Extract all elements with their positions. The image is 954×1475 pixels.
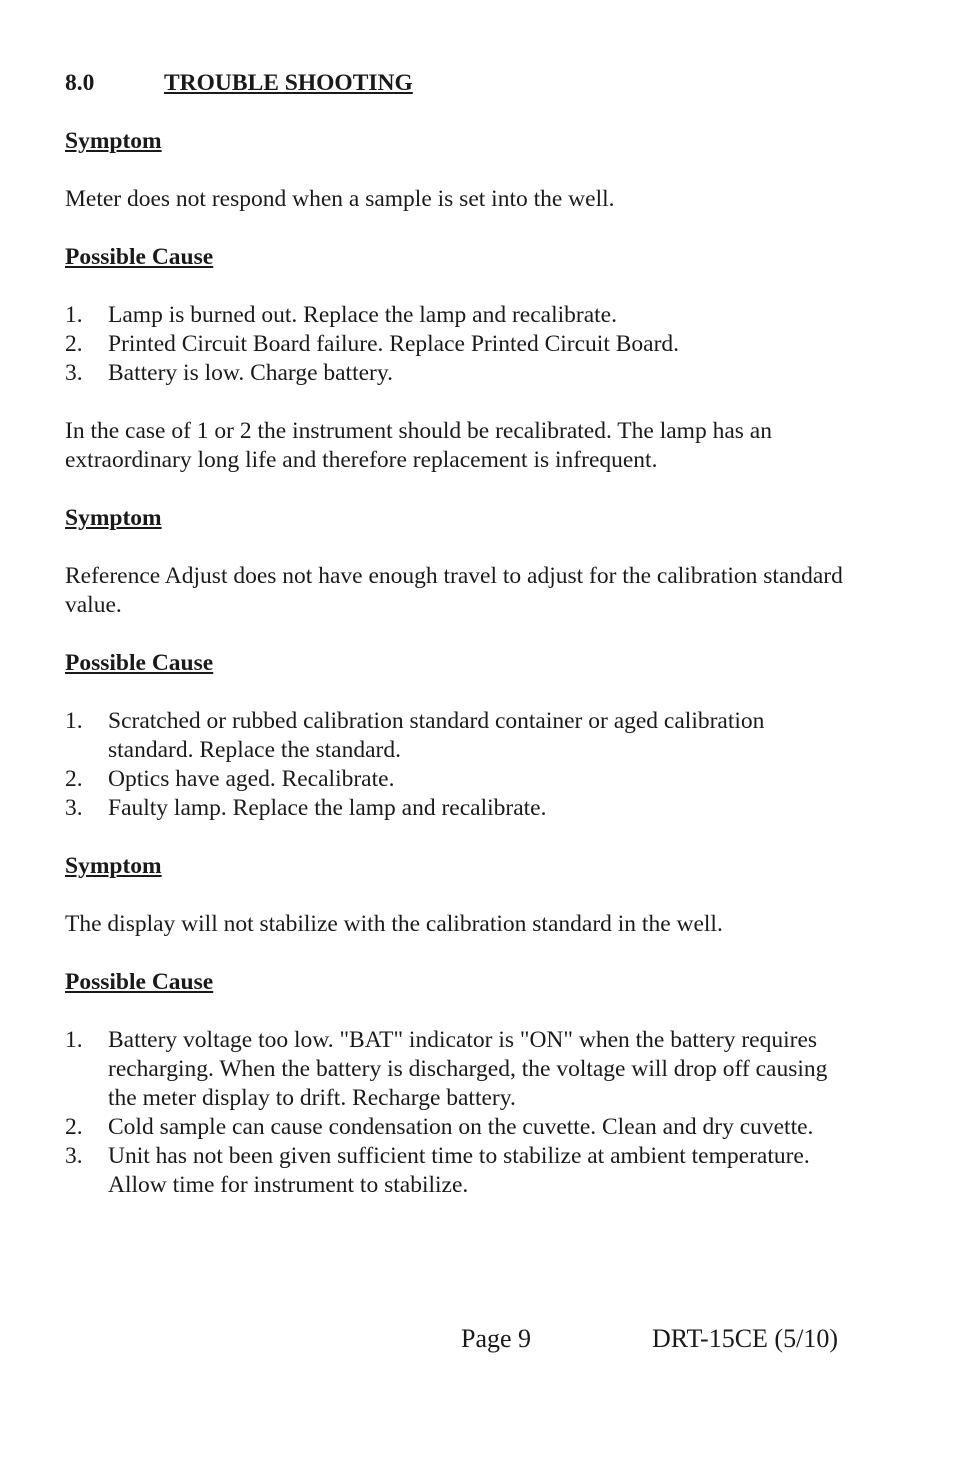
list-item-text: Cold sample can cause condensation on the cuvette. Clean and dry cuvette. — [108, 1114, 814, 1140]
list-item — [65, 330, 855, 359]
list-item — [65, 1142, 855, 1200]
cause-list — [65, 301, 855, 388]
section-heading — [65, 69, 855, 98]
cause-list — [65, 1026, 855, 1200]
list-item-text: Battery voltage too low. "BAT" indicator is "ON" when the battery requires recharging. When the battery is discharged, the voltage will drop off causing the meter display to drift. Recharge battery. — [108, 1027, 828, 1111]
list-item-text: Lamp is burned out. Replace the lamp and recalibrate. — [108, 302, 617, 328]
list-item — [65, 707, 855, 765]
document-id: DRT-15CE (5/10) — [652, 1324, 838, 1353]
list-item-text: Unit has not been given sufficient time to stabilize at ambient temperature. Allow time for instrument to stabilize. — [108, 1143, 810, 1198]
list-item-number: 3. — [65, 795, 83, 821]
symptom-heading: Symptom — [65, 128, 162, 154]
list-item — [65, 1026, 855, 1113]
symptom-heading: Symptom — [65, 853, 162, 879]
symptom-text: Reference Adjust does not have enough travel to adjust for the calibration standard value. — [65, 563, 843, 618]
list-item-text: Faulty lamp. Replace the lamp and recalibrate. — [108, 795, 547, 821]
troubleshooting-block-2 — [65, 504, 855, 823]
troubleshooting-block-1 — [65, 127, 855, 475]
list-item-number: 1. — [65, 1027, 83, 1053]
list-item-number: 2. — [65, 331, 83, 357]
symptom-text: Meter does not respond when a sample is set into the well. — [65, 186, 615, 212]
list-item-text: Scratched or rubbed calibration standard container or aged calibration standard. Replace the standard. — [108, 708, 765, 763]
list-item — [65, 1113, 855, 1142]
list-item-number: 3. — [65, 1143, 83, 1169]
symptom-heading: Symptom — [65, 505, 162, 531]
section-number: 8.0 — [65, 70, 95, 96]
symptom-text: The display will not stabilize with the calibration standard in the well. — [65, 911, 723, 937]
page-footer — [461, 1323, 838, 1355]
list-item — [65, 765, 855, 794]
list-item-number: 2. — [65, 1114, 83, 1140]
list-item-text: Battery is low. Charge battery. — [108, 360, 393, 386]
possible-cause-heading: Possible Cause — [65, 650, 214, 676]
list-item-number: 1. — [65, 708, 83, 734]
section-title: TROUBLE SHOOTING — [164, 70, 413, 96]
list-item — [65, 794, 855, 823]
page-number: Page 9 — [461, 1324, 532, 1353]
document-page — [65, 69, 855, 1229]
possible-cause-heading: Possible Cause — [65, 244, 214, 270]
possible-cause-heading: Possible Cause — [65, 969, 214, 995]
list-item-number: 1. — [65, 302, 83, 328]
list-item — [65, 301, 855, 330]
list-item-text: Printed Circuit Board failure. Replace Printed Circuit Board. — [108, 331, 680, 357]
cause-list — [65, 707, 855, 823]
note-paragraph: In the case of 1 or 2 the instrument should be recalibrated. The lamp has an extraordinary long life and therefore replacement is infrequent. — [65, 418, 772, 473]
list-item-number: 2. — [65, 766, 83, 792]
list-item-text: Optics have aged. Recalibrate. — [108, 766, 395, 792]
list-item-number: 3. — [65, 360, 83, 386]
troubleshooting-block-3 — [65, 852, 855, 1200]
list-item — [65, 359, 855, 388]
